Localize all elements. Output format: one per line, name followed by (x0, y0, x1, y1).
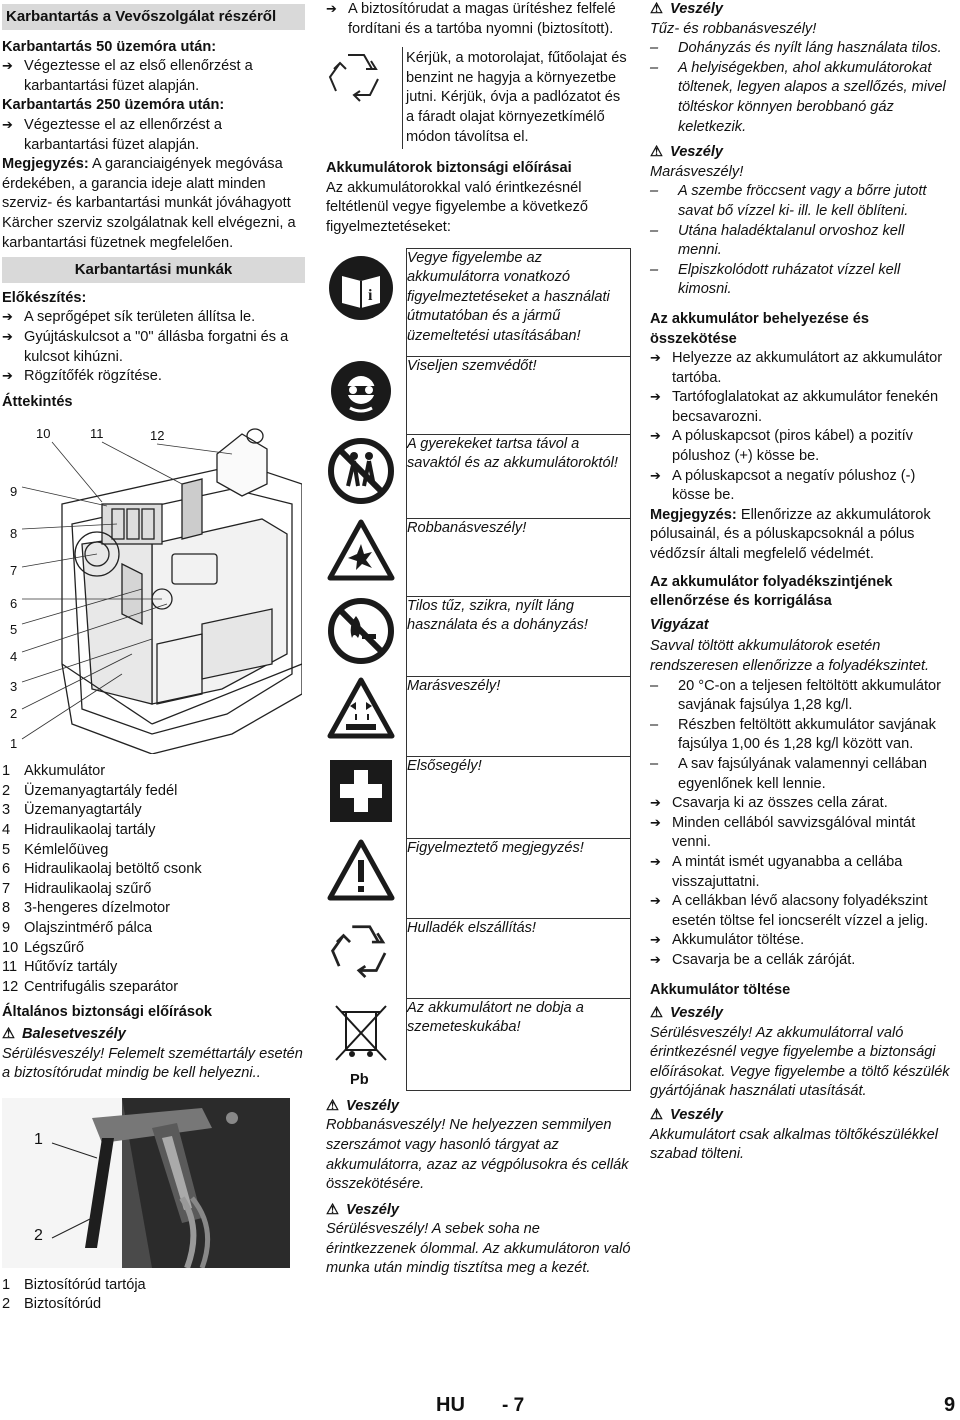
level-info-item: – A sav fajsúlyának valamennyi cellában egyenlőnek kell lennie. (650, 755, 952, 794)
note-text: Ellenőrizze az akkumulátorok pólusainál, és a póluskapcsoknál a pólus védőzsír általi megfelelő védelmét. (650, 506, 931, 563)
figure-label: 9 (10, 484, 18, 500)
caution-text: Savval töltött akkumulátorok esetén rendszeresen ellenőrizze a folyadékszintet. (650, 638, 930, 674)
danger-text: Sérülésveszély! A sebek soha ne érintkezzenek ólommal. Az akkumulátoron való munka után mindig tisztítsa meg a kezét. (326, 1221, 631, 1277)
legend-item: 11 Hűtővíz tartály (2, 959, 118, 976)
first-aid-icon (326, 756, 407, 838)
recycle-icon (326, 918, 407, 998)
prep-heading: Előkészítés: (2, 289, 87, 306)
warning-triangle-icon: ⚠ (650, 1107, 664, 1124)
photo-legend (2, 1276, 305, 1315)
warning-icon (326, 838, 407, 918)
level-heading: Az akkumulátor folyadékszintjének ellenőrzése és korrigálása (650, 573, 893, 610)
symbol-text-first-aid: Elsősegély! (407, 756, 631, 838)
danger-item: – Dohányzás és nyílt láng használata tilos. (650, 39, 952, 59)
legend-item: 1 Akkumulátor (2, 763, 106, 780)
danger-heading: ⚠ Veszély (326, 1201, 631, 1221)
symbol-text-warning: Figyelmeztető megjegyzés! (407, 838, 631, 918)
note-text: A garanciaigények megóvása érdekében, a garancia ideje alatt minden szerviz- és karbantartási munkát jóváhagyott Kärcher szerviz szolgálatnak kell elvégezni, a karbantartási füzetnek megfelelően. (2, 156, 296, 251)
legend-item: 2 Üzemanyagtartály fedél (2, 782, 178, 799)
legend-item: 12 Centrifugális szeparátor (2, 978, 179, 995)
after50-item: ➔ Végeztesse el az első ellenőrzést a karbantartási füzet alapján. (2, 57, 305, 96)
danger-text: Sérülésveszély! Felemelt szeméttartály esetén a biztosítórudat mindig be kell helyezni.. (2, 1045, 303, 1082)
battery-symbols-table (326, 248, 631, 1091)
legend-item: 1 Biztosítórúd tartója (2, 1276, 146, 1293)
note-label: Megjegyzés: (650, 506, 737, 523)
crossed-bin-icon (326, 998, 407, 1090)
legend-item: 2 Biztosítórúd (2, 1296, 102, 1313)
danger-item: – Utána haladéktalanul orvoshoz kell menni. (650, 222, 952, 261)
symbol-text-corrosive: Marásveszély! (407, 676, 631, 756)
danger-heading: ⚠ Veszély (326, 1097, 631, 1117)
level-step: ➔ Akkumulátor töltése. (650, 931, 952, 951)
footer-page-code: - 7 (502, 1395, 525, 1416)
column-left (2, 0, 305, 1315)
level-step: ➔ A mintát ismét ugyanabba a cellába visszajuttatni. (650, 853, 952, 892)
caution-heading: Vigyázat (650, 616, 709, 633)
level-info-item: – 20 °C-on a teljesen feltöltött akkumulátor savjának fajsúlya 1,28 kg/l. (650, 677, 952, 716)
after250-heading: Karbantartás 250 üzemóra után: (2, 97, 225, 114)
figure-label: 12 (150, 428, 165, 444)
level-step: ➔ Csavarja ki az összes cella zárat. (650, 794, 952, 814)
legend-item: 9 Olajszintmérő pálca (2, 920, 153, 937)
engine-overview-drawing (2, 424, 302, 754)
danger-text: Akkumulátort csak alkalmas töltőkészülékkel szabad tölteni. (650, 1126, 938, 1163)
manual-icon (326, 248, 407, 356)
figure-label: 5 (10, 622, 18, 638)
danger-heading: ⚠ Balesetveszély (2, 1025, 305, 1045)
warning-triangle-icon: ⚠ (650, 144, 664, 161)
symbol-text-bin: Az akkumulátort ne dobja a szemeteskukába! (407, 998, 631, 1090)
pole-note (650, 506, 952, 565)
general-safety-heading: Általános biztonsági előírások (2, 1004, 213, 1021)
warning-triangle-icon: ⚠ (650, 1, 664, 17)
photo-label: 1 (34, 1130, 43, 1148)
legend-item: 4 Hidraulikaolaj tartály (2, 822, 156, 839)
figure-label: 3 (10, 679, 18, 695)
charge-heading: Akkumulátor töltése (650, 981, 791, 998)
prep-item: ➔ Rögzítőfék rögzítése. (2, 367, 305, 387)
battery-safety-heading: Akkumulátorok biztonsági előírásai (326, 160, 572, 177)
note-label: Megjegyzés: (2, 156, 89, 173)
danger-item: – A szembe fröccsent vagy a bőrre jutott savat bő vízzel ki- ill. le kell öblíteni. (650, 182, 952, 221)
install-heading: Az akkumulátor behelyezése és összekötése (650, 310, 870, 347)
danger-subheading: Tűz- és robbanásveszély! (650, 20, 817, 37)
overview-legend (2, 762, 305, 997)
danger-heading: ⚠ Veszély (650, 143, 952, 163)
legend-item: 6 Hidraulikaolaj betöltő csonk (2, 861, 202, 878)
legend-item: 3 Üzemanyagtartály (2, 802, 142, 819)
footer-language: HU (436, 1394, 465, 1416)
figure-label: 1 (10, 736, 18, 752)
level-step: ➔ A cellákban lévő alacsony folyadékszint esetén töltse fel ioncserélt vízzel a jelig. (650, 892, 952, 931)
legend-item: 5 Kémlelőüveg (2, 841, 109, 858)
danger-heading: ⚠ Veszély (650, 1106, 952, 1126)
install-item: ➔ Tartófoglalatokat az akkumulátor fenekén becsavarozni. (650, 388, 952, 427)
after250-item: ➔ Végeztesse el az ellenőrzést a karbantartási füzet alapján. (2, 116, 305, 155)
danger-subheading: Marásveszély! (650, 163, 744, 180)
safety-bar-instruction: ➔ A biztosítórudat a magas ürítéshez felfelé fordítani és a tartóba nyomni (biztosított). (326, 0, 631, 39)
no-fire-icon (326, 596, 407, 676)
recycle-oil-table (326, 47, 631, 149)
figure-label: 4 (10, 649, 18, 665)
battery-intro: Az akkumulátorokkal való érintkezésnél feltétlenül vegye figyelembe a következő figyelmeztetéseket: (326, 179, 589, 235)
goggles-icon (326, 356, 407, 434)
warning-triangle-icon: ⚠ (2, 1026, 16, 1042)
lead-label: Pb (350, 1071, 369, 1088)
danger-text: Robbanásveszély! Ne helyezzen semmilyen szerszámot vagy hasonló tárgyat az akkumulátorra, azaz az végpólusokra és cellák összekötésére. (326, 1117, 629, 1193)
level-info-item: – Részben feltöltött akkumulátor savjának fajsúlya 1,00 és 1,28 kg/l között van. (650, 716, 952, 755)
column-right (650, 0, 952, 1165)
legend-item: 8 3-hengeres dízelmotor (2, 900, 171, 917)
figure-label: 11 (90, 426, 104, 442)
symbol-text-recycle: Hulladék elszállítás! (407, 918, 631, 998)
install-item: ➔ A póluskapcsot a negatív pólushoz (-) kösse be. (650, 467, 952, 506)
install-item: ➔ A póluskapcsot (piros kábel) a pozitív pólushoz (+) kösse be. (650, 427, 952, 466)
prep-item: ➔ A seprőgépet sík területen állítsa le. (2, 308, 305, 328)
figure-label: 2 (10, 706, 18, 722)
danger-text: Sérülésveszély! Az akkumulátorral való érintkezésnél vegye figyelembe a biztonsági előírásokat. Vegye figyelembe a töltő készülék gyártójának használati utasítását. (650, 1024, 950, 1100)
footer-page-number: 9 (944, 1394, 956, 1416)
legend-item: 10 Légszűrő (2, 939, 85, 956)
symbol-text-explosion: Robbanásveszély! (407, 518, 631, 596)
symbol-text-no-fire: Tilos tűz, szikra, nyílt láng használata és a dohányzás! (407, 596, 631, 676)
warning-triangle-icon: ⚠ (326, 1201, 340, 1218)
warning-triangle-icon: ⚠ (650, 1005, 664, 1022)
figure-label: 6 (10, 596, 18, 612)
danger-heading: ⚠ Veszély (650, 0, 952, 20)
legend-item: 7 Hidraulikaolaj szűrő (2, 880, 152, 897)
level-step: ➔ Csavarja be a cellák záróját. (650, 951, 952, 971)
corrosive-icon (326, 676, 407, 756)
figure-label: 7 (10, 563, 18, 579)
section-title-maintenance-work: Karbantartási munkák (2, 257, 305, 283)
danger-item: – Elpiszkolódott ruházatot vízzel kell kimosni. (650, 261, 952, 300)
keep-children-away-icon (326, 434, 407, 518)
photo-label: 2 (34, 1226, 43, 1244)
warranty-note (2, 155, 305, 253)
danger-item: – A helyiségekben, ahol akkumulátorokat töltenek, legyen alapos a szellőzés, mivel töltéskor könnyen berobbanó gáz keletkezik. (650, 59, 952, 137)
symbol-text-goggles: Viseljen szemvédőt! (407, 356, 631, 434)
safety-bar-photo (2, 1098, 290, 1268)
recycle-text: Kérjük, a motorolajat, fűtőolajat és benzint ne hagyja a környezetbe jutni. Kérjük, óvja a padlózatot és a fáradt olajat környezetkímélő módon távolítsa el. (403, 47, 632, 149)
prep-item: ➔ Gyújtáskulcsot a "0" állásba forgatni és a kulcsot kihúzni. (2, 328, 305, 367)
overview-heading: Áttekintés (2, 393, 73, 410)
engine-overview-figure (2, 424, 302, 754)
install-item: ➔ Helyezze az akkumulátort az akkumulátor tartóba. (650, 349, 952, 388)
figure-label: 10 (36, 426, 51, 442)
svg-text:i: i (368, 287, 373, 305)
section-title-customer-service: Karbantartás a Vevőszolgálat részéről (2, 4, 305, 30)
after50-heading: Karbantartás 50 üzemóra után: (2, 38, 217, 55)
column-middle (326, 0, 631, 1279)
warning-triangle-icon: ⚠ (326, 1097, 340, 1114)
danger-heading: ⚠ Veszély (650, 1004, 952, 1024)
symbol-text-children: A gyerekeket tartsa távol a savaktól és az akkumulátoroktól! (407, 434, 631, 518)
explosion-icon (326, 518, 407, 596)
figure-label: 8 (10, 526, 18, 542)
level-step: ➔ Minden cellából savvizsgálóval mintát venni. (650, 814, 952, 853)
recycle-icon (326, 47, 403, 149)
symbol-text-manual: Vegye figyelembe az akkumulátorra vonatkozó figyelmeztetéseket a használati útmutatóban és a jármű üzemeltetési utasításában! (407, 248, 631, 356)
safety-bar-drawing (2, 1098, 290, 1268)
